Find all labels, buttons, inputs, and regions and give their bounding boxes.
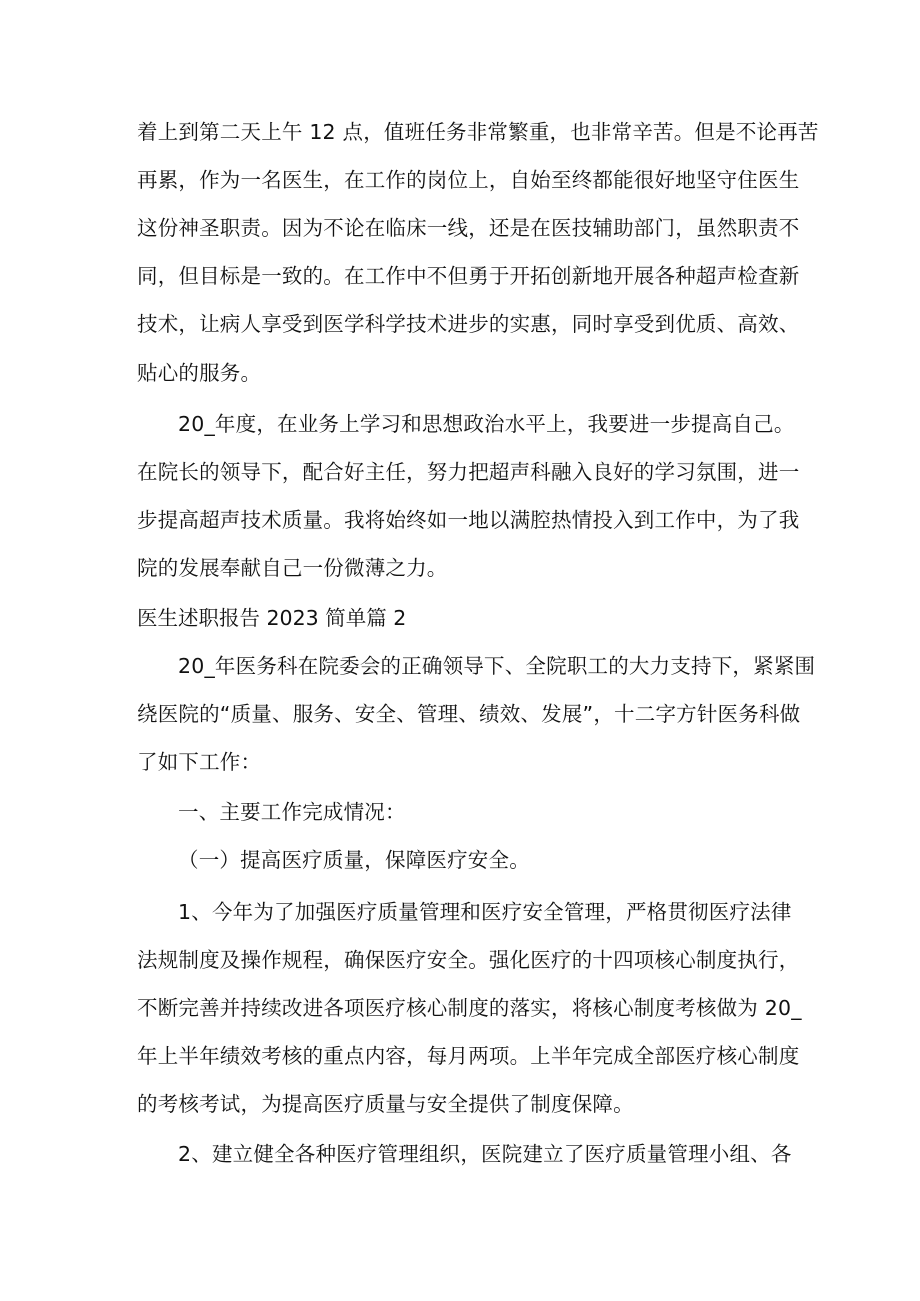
paragraph-line-8: 在院长的领导下，配合好主任，努力把超声科融入良好的学习氛围，进一 — [137, 460, 800, 484]
paragraph-line-12: 20_年医务科在院委会的正确领导下、全院职工的大力支持下，紧紧围 — [178, 654, 816, 678]
paragraph-line-3: 这份神圣职责。因为不论在临床一线，还是在医技辅助部门，虽然职责不 — [137, 216, 800, 240]
paragraph-line-9: 步提高超声技术质量。我将始终如一地以满腔热情投入到工作中，为了我 — [137, 508, 800, 532]
paragraph-line-10: 院的发展奉献自己一份微薄之力。 — [137, 556, 448, 580]
paragraph-line-7: 20_年度，在业务上学习和思想政治水平上，我要进一步提高自己。 — [178, 412, 795, 436]
paragraph-line-21: 的考核考试，为提高医疗质量与安全提供了制度保障。 — [137, 1092, 634, 1116]
paragraph-line-13: 绕医院的“质量、服务、安全、管理、绩效、发展”，十二字方针医务科做 — [137, 702, 801, 726]
paragraph-line-22: 2、建立健全各种医疗管理组织，医院建立了医疗质量管理小组、各 — [178, 1142, 792, 1166]
paragraph-line-4: 同，但目标是一致的。在工作中不但勇于开拓创新地开展各种超声检查新 — [137, 264, 800, 288]
paragraph-line-17: 1、今年为了加强医疗质量管理和医疗安全管理，严格贯彻医疗法律 — [178, 900, 792, 924]
paragraph-line-18: 法规制度及操作规程，确保医疗安全。强化医疗的十四项核心制度执行， — [137, 948, 800, 972]
paragraph-line-14: 了如下工作： — [137, 750, 262, 774]
paragraph-line-20: 年上半年绩效考核的重点内容，每月两项。上半年完成全部医疗核心制度 — [137, 1044, 800, 1068]
paragraph-line-1: 着上到第二天上午 12 点，值班任务非常繁重，也非常辛苦。但是不论再苦 — [137, 120, 819, 144]
paragraph-line-6: 贴心的服务。 — [137, 361, 262, 385]
subheading-quality-safety: （一）提高医疗质量，保障医疗安全。 — [178, 848, 530, 872]
paragraph-line-19: 不断完善并持续改进各项医疗核心制度的落实，将核心制度考核做为 20_ — [137, 996, 802, 1020]
section-heading: 医生述职报告 2023 简单篇 2 — [137, 606, 407, 630]
paragraph-line-5: 技术，让病人享受到医学科学技术进步的实惠，同时享受到优质、高效、 — [137, 312, 800, 336]
subheading-main-work: 一、主要工作完成情况： — [178, 800, 406, 824]
paragraph-line-2: 再累，作为一名医生，在工作的岗位上，自始至终都能很好地坚守住医生 — [137, 168, 800, 192]
